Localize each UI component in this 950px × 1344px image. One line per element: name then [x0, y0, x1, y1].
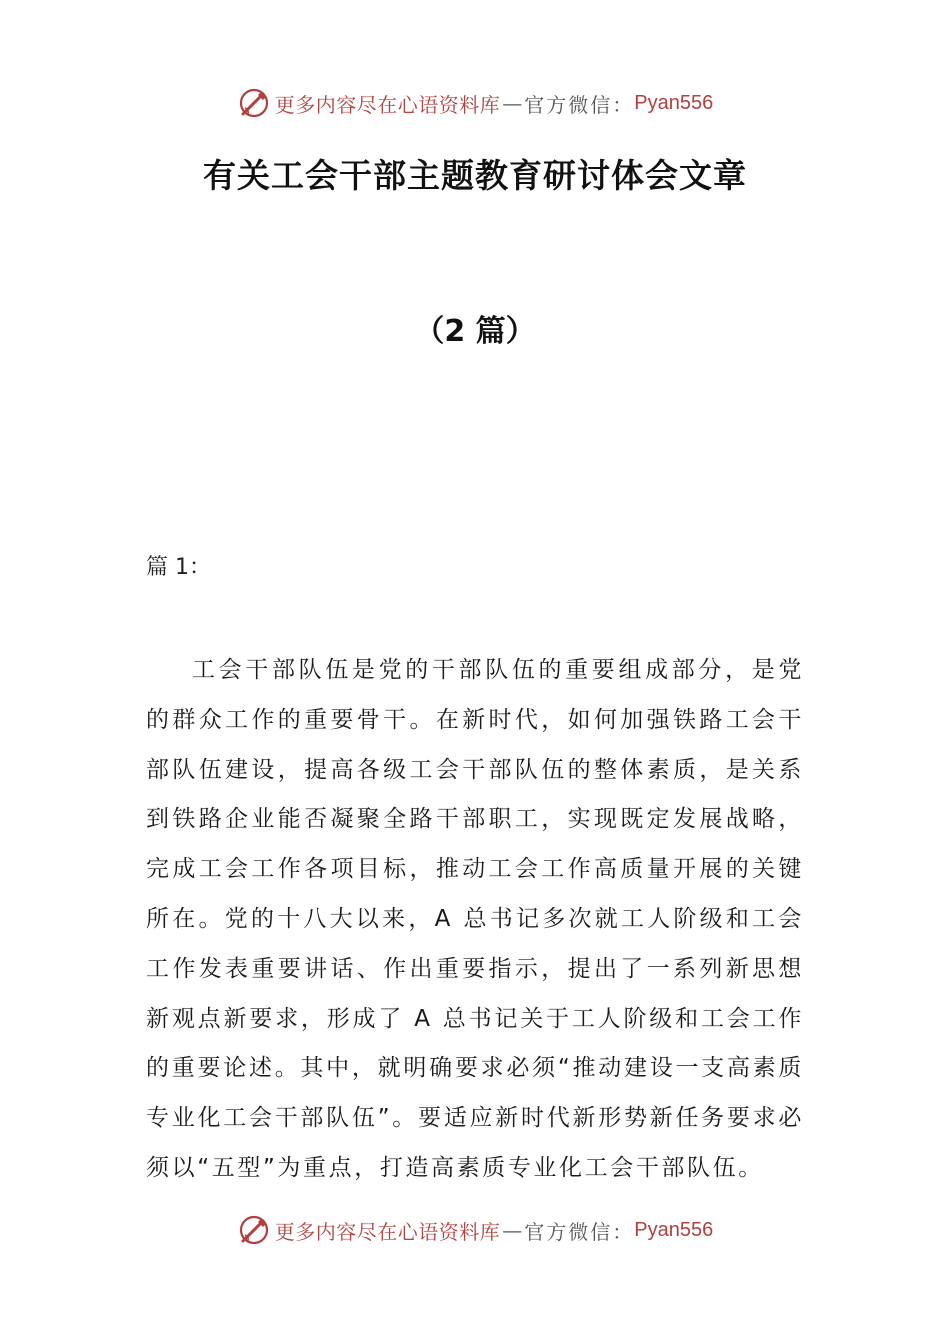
- document-title: 有关工会干部主题教育研讨体会文章: [203, 156, 747, 195]
- body-paragraph: 工会干部队伍是党的干部队伍的重要组成部分，是党的群众工作的重要骨干。在新时代，如何加强铁路工会干部队伍建设，提高各级工会干部队伍的整体素质，是关系到铁路企业能否凝聚全路干部职工，实现既定发展战略，完成工会工作各项目标，推动工会工作高质量开展的关键所在。党的十八大以来，A 总书记多次就工人阶级和工会工作发表重要讲话、作出重要指示，提出了一系列新思想新观点新要求，形成了 A 总书记关于工人阶级和工会工作的重要论述。其中，就明确要求必须“推动建设一支高素质专业化工会干部队伍”。要适应新时代新形势新任务要求必须以“五型”为重点，打造高素质专业化工会干部队伍。: [146, 657, 804, 1181]
- watermark-dash: —: [502, 1218, 523, 1242]
- header-watermark: [0, 83, 950, 123]
- pen-in-circle-icon: [237, 1213, 271, 1247]
- watermark-wechat-id: Pyan556: [634, 91, 714, 114]
- section-label: 篇 1：: [146, 555, 211, 580]
- footer-watermark: [0, 1210, 950, 1250]
- article-count: （2 篇）: [414, 314, 536, 349]
- watermark-wechat-label: 官方微信：: [524, 92, 635, 117]
- watermark-dash: —: [502, 91, 523, 115]
- pen-in-circle-icon: [237, 86, 271, 120]
- watermark-site-text: 更多内容尽在心语资料库: [274, 1219, 501, 1244]
- watermark-site-text: 更多内容尽在心语资料库: [274, 92, 501, 117]
- watermark-wechat-label: 官方微信：: [524, 1219, 635, 1244]
- watermark-wechat-id: Pyan556: [634, 1218, 714, 1241]
